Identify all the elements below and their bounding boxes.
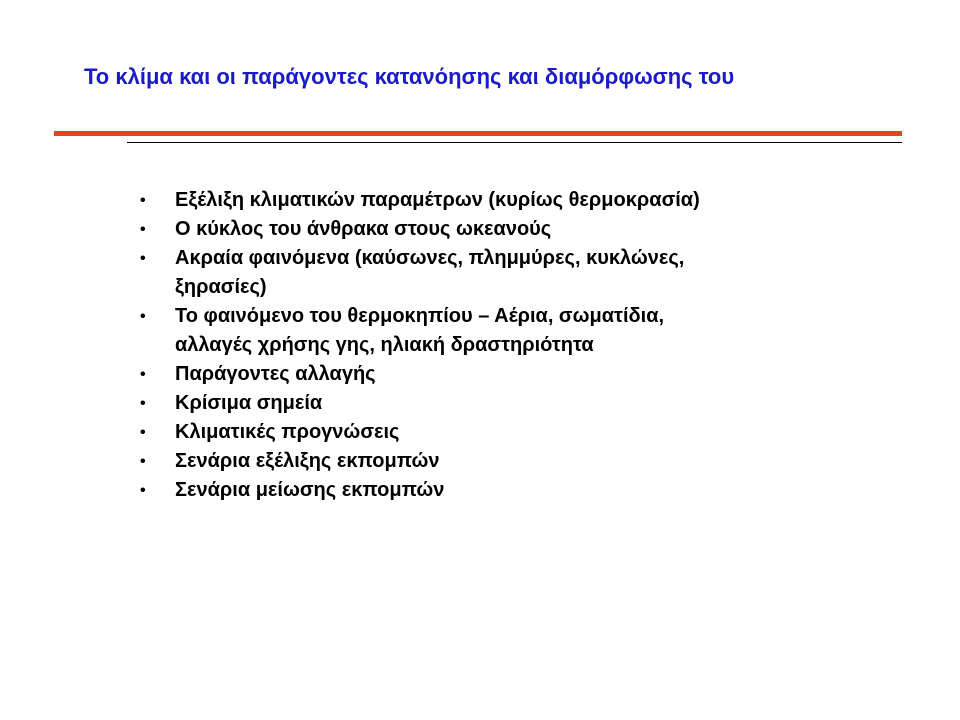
bullet-text-continued: ξηρασίες) [175, 276, 267, 298]
bullet-text: Σενάρια εξέλιξης εκπομπών [175, 450, 440, 472]
bullet-dot-icon: • [140, 192, 146, 209]
bullet-dot-icon: • [140, 250, 146, 267]
bullet-text: Ο κύκλος του άνθρακα στους ωκεανούς [175, 218, 552, 240]
bullet-text: Παράγοντες αλλαγής [175, 363, 376, 385]
title-underline-black [127, 142, 902, 143]
bullet-list [140, 186, 860, 505]
bullet-item [140, 418, 860, 447]
bullet-dot-icon: • [140, 482, 146, 499]
bullet-dot-icon: • [140, 308, 146, 325]
bullet-item [140, 186, 860, 215]
bullet-text: Κλιματικές προγνώσεις [175, 421, 400, 443]
bullet-item [140, 302, 860, 360]
bullet-item [140, 360, 860, 389]
bullet-text: Κρίσιμα σημεία [175, 392, 323, 414]
bullet-text: Σενάρια μείωσης εκπομπών [175, 479, 445, 501]
title-underline-red [54, 131, 902, 136]
bullet-dot-icon: • [140, 424, 146, 441]
bullet-item [140, 447, 860, 476]
bullet-text-continued: αλλαγές χρήσης γης, ηλιακή δραστηριότητα [175, 334, 594, 356]
slide-title: Το κλίμα και οι παράγοντες κατανόησης και διαμόρφωσης του [84, 64, 735, 89]
bullet-item [140, 215, 860, 244]
bullet-text: Εξέλιξη κλιματικών παραμέτρων (κυρίως θερμοκρασία) [175, 189, 700, 211]
bullet-item [140, 244, 860, 302]
bullet-dot-icon: • [140, 221, 146, 238]
bullet-item [140, 389, 860, 418]
bullet-item [140, 476, 860, 505]
bullet-dot-icon: • [140, 453, 146, 470]
bullet-dot-icon: • [140, 366, 146, 383]
bullet-text: Ακραία φαινόμενα (καύσωνες, πλημμύρες, κυκλώνες, [175, 247, 685, 269]
bullet-dot-icon: • [140, 395, 146, 412]
bullet-text: Το φαινόμενο του θερμοκηπίου – Αέρια, σωματίδια, [175, 305, 665, 327]
